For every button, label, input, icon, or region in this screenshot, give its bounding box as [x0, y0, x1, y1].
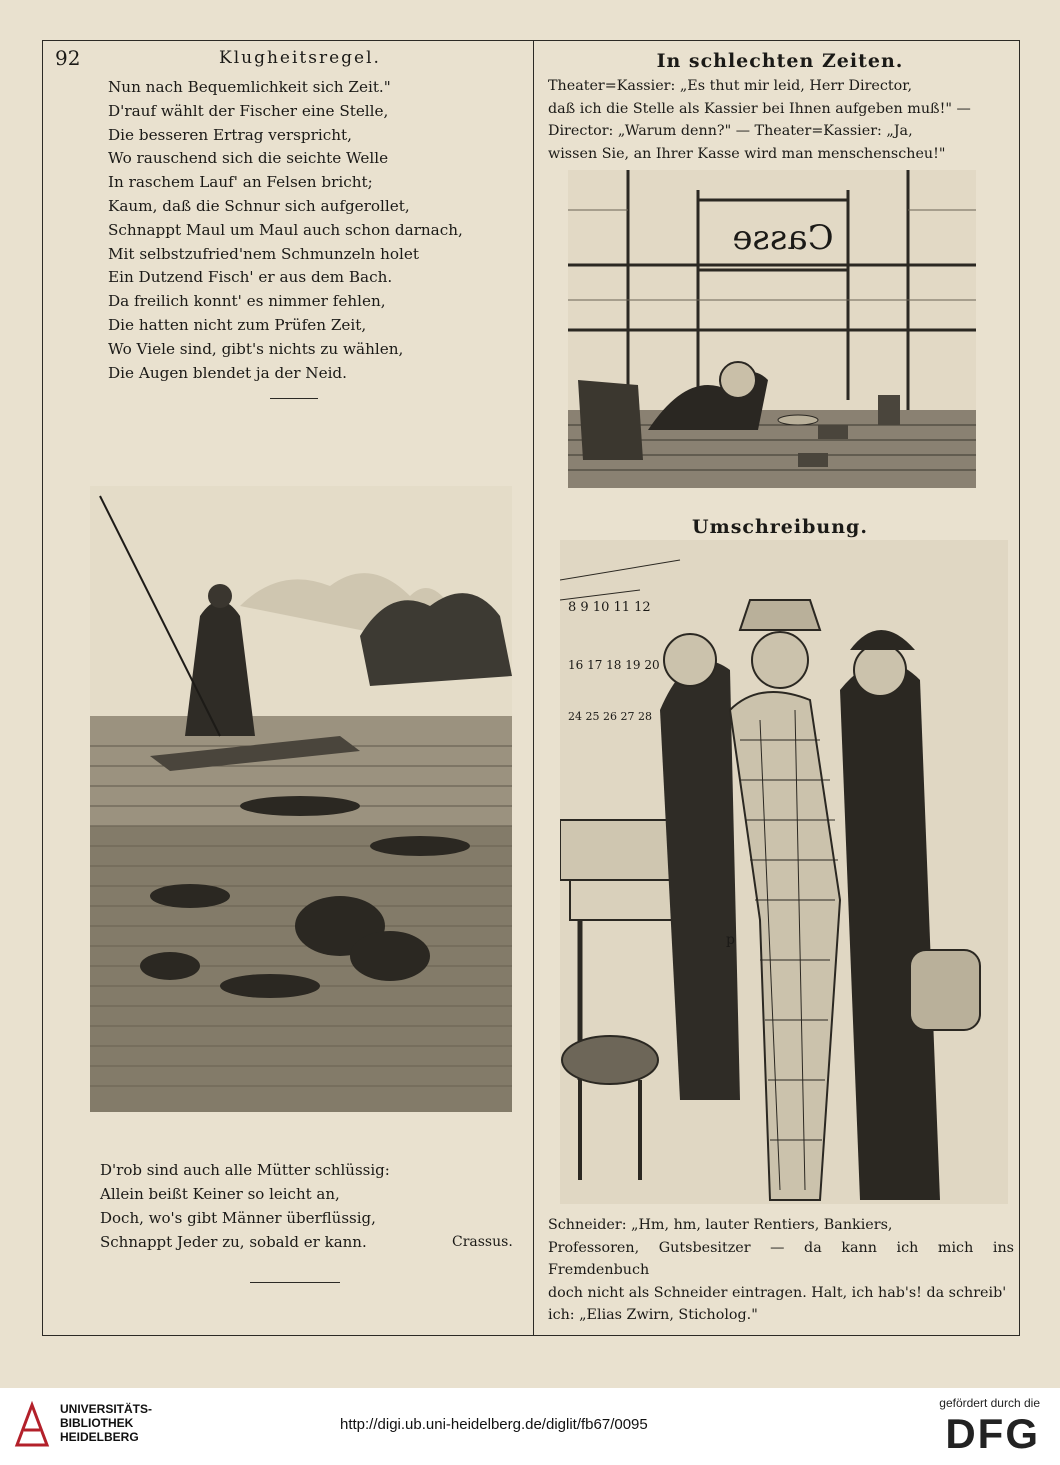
dialogue-line: wissen Sie, an Ihrer Kasse wird man menschenscheu!": [548, 145, 946, 162]
dfg-logo: DFG: [945, 1410, 1040, 1457]
poem-line: Schnappt Maul um Maul auch schon darnach,: [108, 220, 463, 239]
author-signature: Crassus.: [452, 1234, 513, 1250]
funding-note: gefördert durch die: [939, 1396, 1040, 1410]
permalink[interactable]: http://digi.ub.uni-heidelberg.de/diglit/fb67/0095: [340, 1416, 648, 1433]
dialogue-line: Schneider: „Hm, hm, lauter Rentiers, Bankiers,: [548, 1217, 893, 1233]
desk-drawer-letter: p: [726, 932, 735, 948]
dialogue-line: doch nicht als Schneider eintragen. Halt, ich hab's! da schreib': [548, 1284, 1007, 1301]
right-title-paraphrase: Umschreibung.: [692, 516, 868, 538]
top-border: [42, 40, 1020, 41]
poem-line: Die hatten nicht zum Prüfen Zeit,: [108, 315, 367, 334]
library-name-line: HEIDELBERG: [60, 1430, 139, 1444]
right-title-bad-times: In schlechten Zeiten.: [656, 50, 904, 72]
poem-line: D'rob sind auch alle Mütter schlüssig:: [100, 1161, 390, 1179]
poem-bottom: [100, 1158, 420, 1254]
key-numbers-row-3: 24 25 26 27 28: [568, 710, 652, 723]
dialogue-line: daß ich die Stelle als Kassier bei Ihnen aufgeben muß!" —: [548, 100, 971, 117]
cashier-illustration: [568, 170, 976, 488]
poem-line: Wo rauschend sich die seichte Welle: [108, 149, 389, 168]
poem-line: Die besseren Ertrag verspricht,: [108, 125, 352, 144]
library-name-line: BIBLIOTHEK: [60, 1416, 134, 1430]
poem-line: Schnappt Jeder zu, sobald er kann.: [100, 1233, 367, 1251]
fishing-illustration: [90, 486, 512, 1112]
section-divider: [270, 398, 318, 399]
key-numbers-row-2: 16 17 18 19 20: [568, 658, 660, 672]
poem-line: Die Augen blendet ja der Neid.: [108, 363, 347, 382]
poem-line: Nun nach Bequemlichkeit sich Zeit.": [108, 78, 391, 96]
dialogue-line: Theater=Kassier: „Es thut mir leid, Herr Director,: [548, 78, 913, 94]
poem-top: [108, 76, 518, 385]
dialogue-tailor: [548, 1214, 1014, 1327]
section-end-rule: [250, 1282, 340, 1283]
poem-line: Allein beißt Keiner so leicht an,: [100, 1185, 340, 1203]
dialogue-line: ich: „Elias Zwirn, Sticholog.": [548, 1307, 758, 1323]
column-divider: [533, 40, 534, 1336]
window-sign-text: Casse: [732, 218, 834, 258]
right-border: [1019, 40, 1020, 1336]
poem-line: Ein Dutzend Fisch' er aus dem Bach.: [108, 268, 393, 287]
key-numbers-row-1: 8 9 10 11 12: [568, 600, 651, 615]
viewer-footer: [0, 1388, 1060, 1465]
tailor-illustration: [560, 540, 1008, 1204]
poem-line: Kaum, daß die Schnur sich aufgerollet,: [108, 196, 410, 215]
left-title: Klugheitsregel.: [219, 48, 381, 68]
page-number: 92: [55, 46, 81, 70]
university-library-logo-icon: [12, 1400, 52, 1450]
poem-line: Doch, wo's gibt Männer überflüssig,: [100, 1209, 376, 1227]
dialogue-line: Professoren, Gutsbesitzer — da kann ich mich ins Fremdenbuch: [548, 1239, 1014, 1278]
poem-line: Da freilich konnt' es nimmer fehlen,: [108, 292, 386, 311]
poem-line: Wo Viele sind, gibt's nichts zu wählen,: [108, 339, 404, 358]
poem-line: Mit selbstzufried'nem Schmunzeln holet: [108, 244, 419, 263]
poem-line: D'rauf wählt der Fischer eine Stelle,: [108, 101, 389, 120]
bottom-border: [42, 1335, 1020, 1336]
library-name: [60, 1402, 152, 1444]
poem-line: In raschem Lauf' an Felsen bricht;: [108, 173, 373, 192]
dialogue-cashier: [548, 75, 1014, 165]
dialogue-line: Director: „Warum denn?" — Theater=Kassier: „Ja,: [548, 123, 913, 139]
left-border: [42, 40, 43, 1336]
library-name-line: UNIVERSITÄTS-: [60, 1402, 153, 1416]
